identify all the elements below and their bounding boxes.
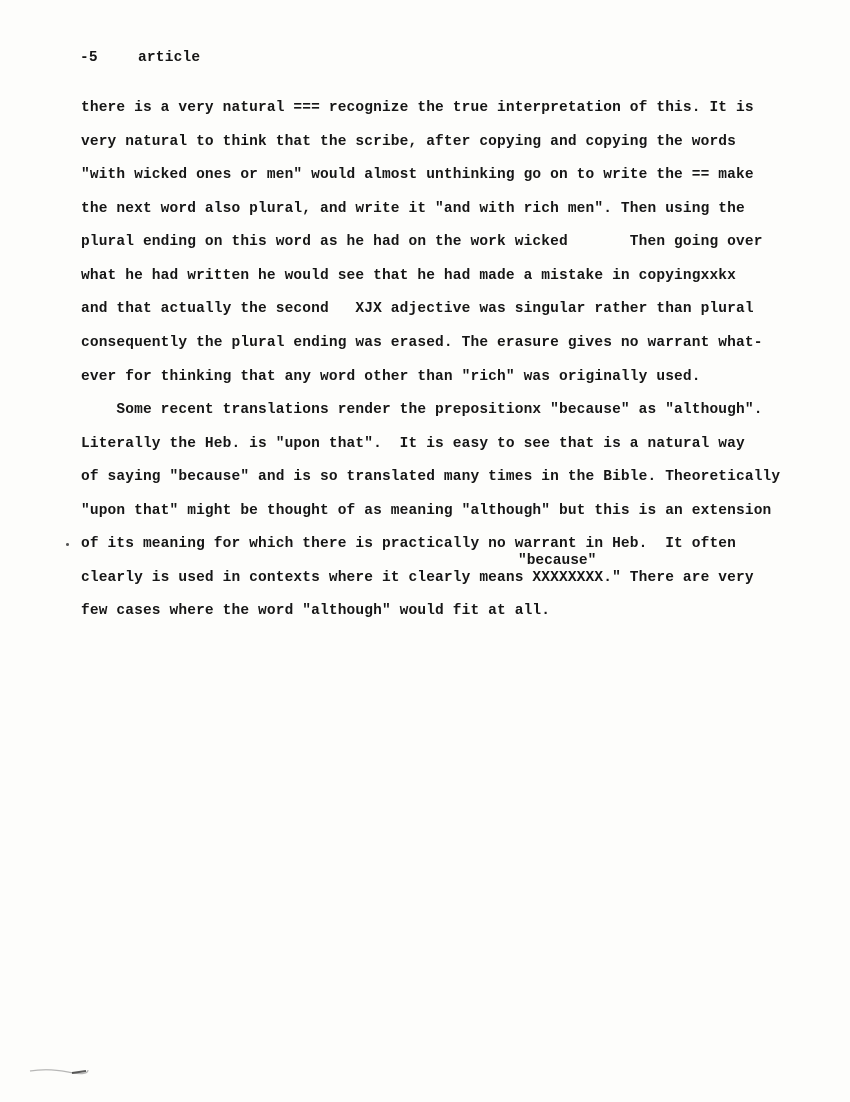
page-number: -5	[80, 50, 98, 66]
paper-speck	[66, 543, 69, 546]
text-line: Literally the Heb. is "upon that". It is easy to see that is a natural way	[81, 436, 745, 452]
text-line: the next word also plural, and write it "and with rich men". Then using the	[81, 201, 745, 217]
text-line: plural ending on this word as he had on the work wicked Then going over	[81, 234, 763, 250]
text-line: there is a very natural === recognize the true interpretation of this. It is	[81, 100, 754, 116]
text-line: few cases where the word "although" would fit at all.	[81, 603, 551, 619]
text-line: Some recent translations render the prepositionx "because" as "although".	[81, 402, 763, 418]
page-header	[80, 50, 200, 66]
text-line: of saying "because" and is so translated many times in the Bible. Theoretically	[81, 469, 781, 485]
text-line: consequently the plural ending was erased. The erasure gives no warrant what-	[81, 335, 763, 351]
text-line: ever for thinking that any word other than "rich" was originally used.	[81, 369, 701, 385]
text-line: very natural to think that the scribe, after copying and copying the words	[81, 134, 737, 150]
text-line: "with wicked ones or men" would almost unthinking go on to write the == make	[81, 167, 754, 183]
interlinear-insertion: "because"	[518, 553, 597, 569]
text-line: what he had written he would see that he had made a mistake in copyingxxkx	[81, 268, 737, 284]
text-line: and that actually the second XJX adjective was singular rather than plural	[81, 301, 754, 317]
text-line: "upon that" might be thought of as meaning "although" but this is an extension	[81, 503, 772, 519]
page-title: article	[138, 50, 201, 66]
text-line: of its meaning for which there is practically no warrant in Heb. It often	[81, 536, 737, 552]
text-line: clearly is used in contexts where it clearly means XXXXXXXX." There are very	[81, 570, 754, 586]
scan-smudge	[28, 1062, 90, 1076]
